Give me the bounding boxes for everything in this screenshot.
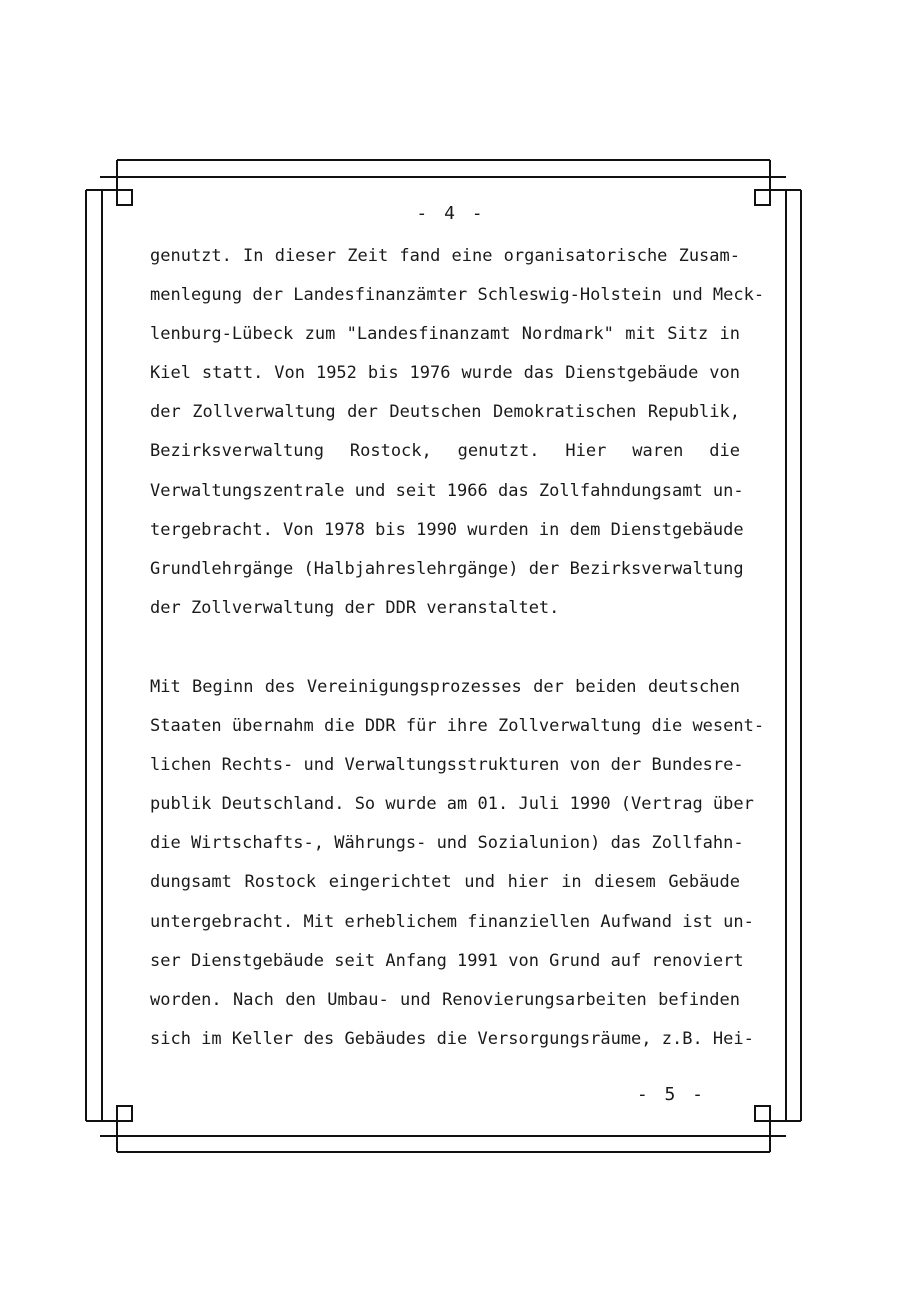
text-line: tergebracht. Von 1978 bis 1990 wurden in dem Dienstgebäude [150, 519, 744, 540]
text-line: der Zollverwaltung der DDR veranstaltet. [150, 597, 560, 618]
paragraph-1 [150, 243, 765, 634]
text-line: dungsamt Rostock eingerichtet und hier in diesem Gebäude [150, 872, 740, 893]
text-line: publik Deutschland. So wurde am 01. Juli 1990 (Vertrag über [150, 794, 754, 815]
text-line: lichen Rechts- und Verwaltungsstrukturen von der Bundesre- [150, 755, 744, 776]
text-line: Kiel statt. Von 1952 bis 1976 wurde das Dienstgebäude von [150, 363, 740, 384]
page-number: - 4 - [416, 203, 484, 224]
text-line: Mit Beginn des Vereinigungsprozesses der beiden deutschen [150, 677, 740, 697]
text-line: genutzt. In dieser Zeit fand eine organisatorische Zusam- [150, 246, 740, 266]
paragraph-2 [150, 674, 765, 1065]
text-line: lenburg-Lübeck zum "Landesfinanzamt Nordmark" mit Sitz in [150, 324, 740, 345]
text-line: worden. Nach den Umbau- und Renovierungsarbeiten befinden [150, 989, 740, 1010]
text-line: Bezirksverwaltung Rostock, genutzt. Hier waren die [150, 441, 740, 462]
text-line: der Zollverwaltung der Deutschen Demokratischen Republik, [150, 402, 740, 423]
text-line: sich im Keller des Gebäudes die Versorgungsräume, z.B. Hei- [150, 1028, 754, 1049]
text-line: Grundlehrgänge (Halbjahreslehrgänge) der Bezirksverwaltung [150, 558, 744, 579]
text-line: die Wirtschafts-, Währungs- und Sozialunion) das Zollfahn- [150, 833, 744, 854]
text-line: menlegung der Landesfinanzämter Schleswig-Holstein und Meck- [150, 285, 765, 306]
text-line: untergebracht. Mit erheblichem finanziellen Aufwand ist un- [150, 911, 754, 932]
next-page-number: - 5 - [636, 1084, 704, 1105]
text-line: ser Dienstgebäude seit Anfang 1991 von Grund auf renoviert [150, 950, 744, 971]
text-line: Staaten übernahm die DDR für ihre Zollverwaltung die wesent- [150, 716, 765, 737]
text-line: Verwaltungszentrale und seit 1966 das Zollfahndungsamt un- [150, 480, 744, 501]
